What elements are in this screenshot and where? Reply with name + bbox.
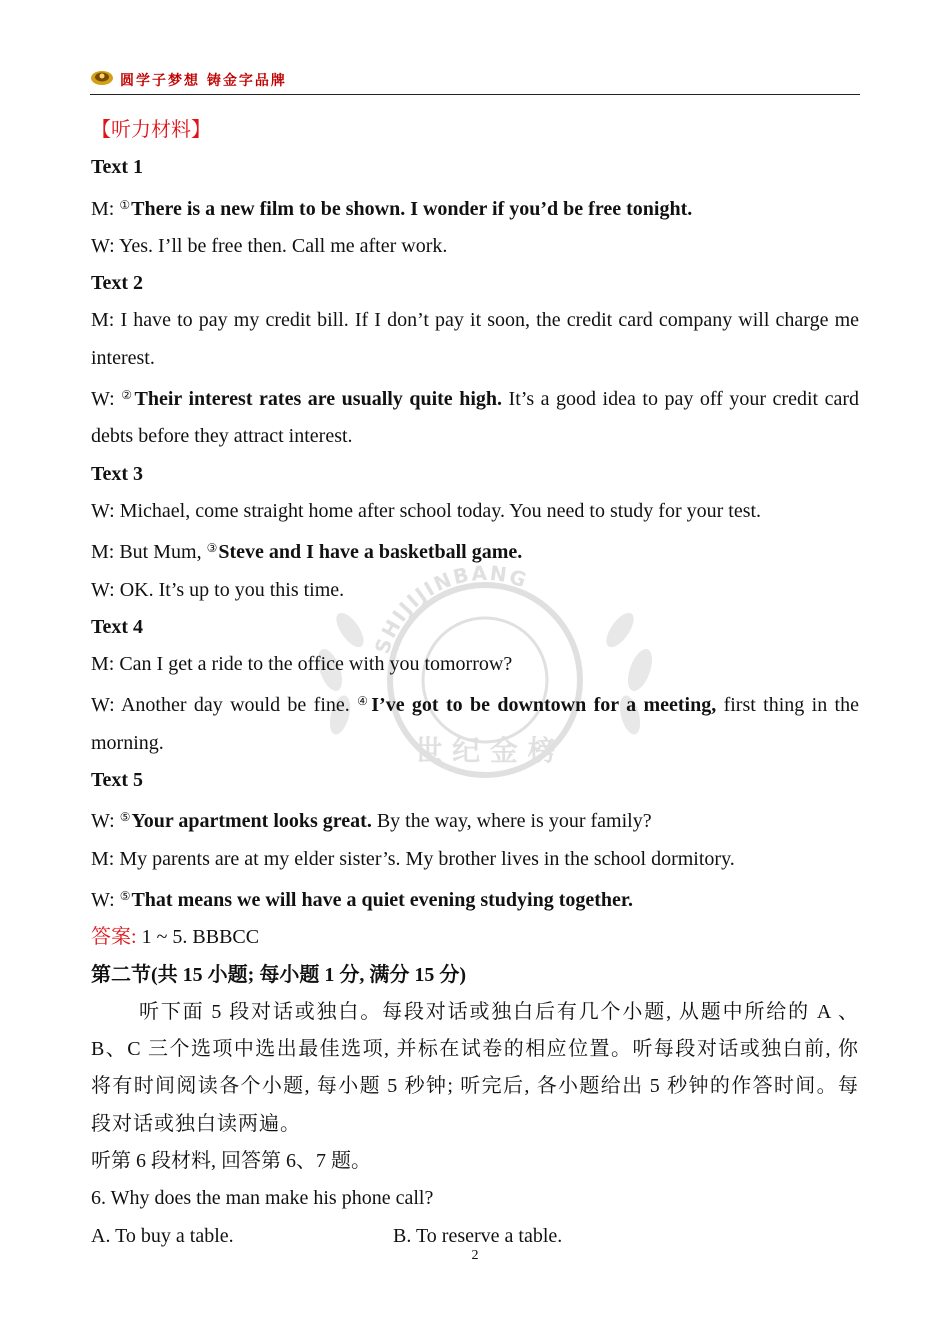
section2-instructions: 听下面 5 段对话或独白。每段对话或独白后有几个小题, 从题中所给的 A 、B、C 三个选项中选出最佳选项, 并标在试卷的相应位置。听每段对话或独白前, 你将有时间阅读各个小题, 每小题 5 秒钟; 听完后, 各小题给出 5 秒钟的作答时间。每段对话或独白读两遍。 — [91, 1000, 859, 1135]
dialogue-line — [91, 302, 859, 377]
speaker-label: M: — [91, 541, 120, 564]
line-text: OK. It’s up to you this time. — [119, 578, 345, 601]
circled-number: ② — [121, 388, 134, 403]
line-text: first thing in the morning. — [91, 694, 859, 754]
speaker-label: M: — [91, 847, 120, 870]
speaker-label: W: — [91, 388, 122, 411]
option-a: A. To buy a table. — [91, 1224, 234, 1247]
listen-prompt: 听第 6 段材料, 回答第 6、7 题。 — [91, 1150, 371, 1173]
watermark-top-text: SHIJIJINBANG — [369, 560, 532, 657]
speaker-label: W: — [91, 578, 120, 601]
watermark-bottom-text: 世 纪 金 榜 — [414, 734, 556, 767]
speaker-label: W: — [91, 810, 120, 833]
text-heading: Text 1 — [91, 156, 144, 179]
dialogue-line — [91, 228, 859, 265]
dialogue-line — [91, 841, 859, 878]
line-text: I have to pay my credit bill. If I don’t pay it soon, the credit card company will charge me interest. — [91, 309, 860, 369]
answer-label: 答案: — [91, 926, 137, 949]
line-text: By the way, where is your family? — [371, 810, 652, 833]
page-number: 2 — [471, 1248, 479, 1263]
speaker-label: M: — [91, 197, 120, 220]
key-sentence: I’ve got to be downtown for a meeting, — [371, 694, 717, 717]
text-heading: Text 3 — [91, 462, 144, 485]
speaker-label: W: — [91, 499, 120, 522]
line-text: Can I get a ride to the office with you tomorrow? — [119, 653, 513, 676]
brand-slogan: 圆学子梦想 铸金字品牌 — [120, 73, 287, 89]
key-sentence: Their interest rates are usually quite high. — [134, 388, 503, 411]
dialogue-line — [91, 187, 859, 228]
answer-value: 1 ~ 5. BBBCC — [136, 926, 260, 949]
circled-number: ⑤ — [119, 888, 131, 903]
speaker-label: W: — [91, 234, 119, 257]
key-sentence: There is a new film to be shown. I wonder if you’d be free tonight. — [131, 197, 693, 220]
dialogue-line — [91, 799, 859, 840]
key-sentence: Your apartment looks great. — [131, 810, 372, 833]
line-text: It’s a good idea to pay off your credit card debts before they attract interest. — [91, 388, 859, 448]
line-text: My parents are at my elder sister’s. My brother lives in the school dormitory. — [119, 847, 735, 870]
line-text: Yes. I’ll be free then. Call me after work. — [118, 234, 448, 257]
speaker-label: M: — [91, 653, 120, 676]
speaker-label: W: — [91, 888, 120, 911]
dialogue-line — [91, 878, 859, 919]
option-b: B. To reserve a table. — [393, 1224, 563, 1247]
dialogue-line — [91, 530, 859, 571]
question-6: 6. Why does the man make his phone call? — [91, 1187, 434, 1210]
text-heading: Text 5 — [91, 769, 144, 792]
circled-number: ③ — [206, 541, 218, 556]
line-text: Another day would be fine. — [120, 694, 358, 717]
key-sentence: That means we will have a quiet evening studying together. — [131, 888, 633, 911]
text-heading: Text 2 — [91, 272, 144, 295]
circled-number: ⑤ — [119, 810, 131, 825]
text-heading: Text 4 — [91, 615, 144, 638]
dialogue-line — [91, 683, 859, 762]
dialogue-line — [91, 377, 859, 456]
dialogue-line — [91, 572, 859, 609]
line-text: Michael, come straight home after school today. You need to study for your test. — [119, 499, 762, 522]
circled-number: ① — [119, 197, 131, 212]
dialogue-line — [91, 493, 859, 530]
speaker-label: M: — [91, 309, 121, 332]
page-content — [91, 112, 859, 1255]
page-header — [90, 66, 860, 95]
line-text: But Mum, — [119, 541, 207, 564]
section2-title: 第二节(共 15 小题; 每小题 1 分, 满分 15 分) — [91, 963, 466, 986]
section-title: 【听力材料】 — [91, 119, 211, 141]
key-sentence: Steve and I have a basketball game. — [218, 541, 523, 564]
circled-number: ④ — [357, 694, 371, 709]
listening-texts — [91, 149, 859, 919]
speaker-label: W: — [91, 694, 121, 717]
answer-line — [91, 919, 859, 956]
dialogue-line — [91, 646, 859, 683]
brand-logo-icon — [90, 68, 114, 86]
